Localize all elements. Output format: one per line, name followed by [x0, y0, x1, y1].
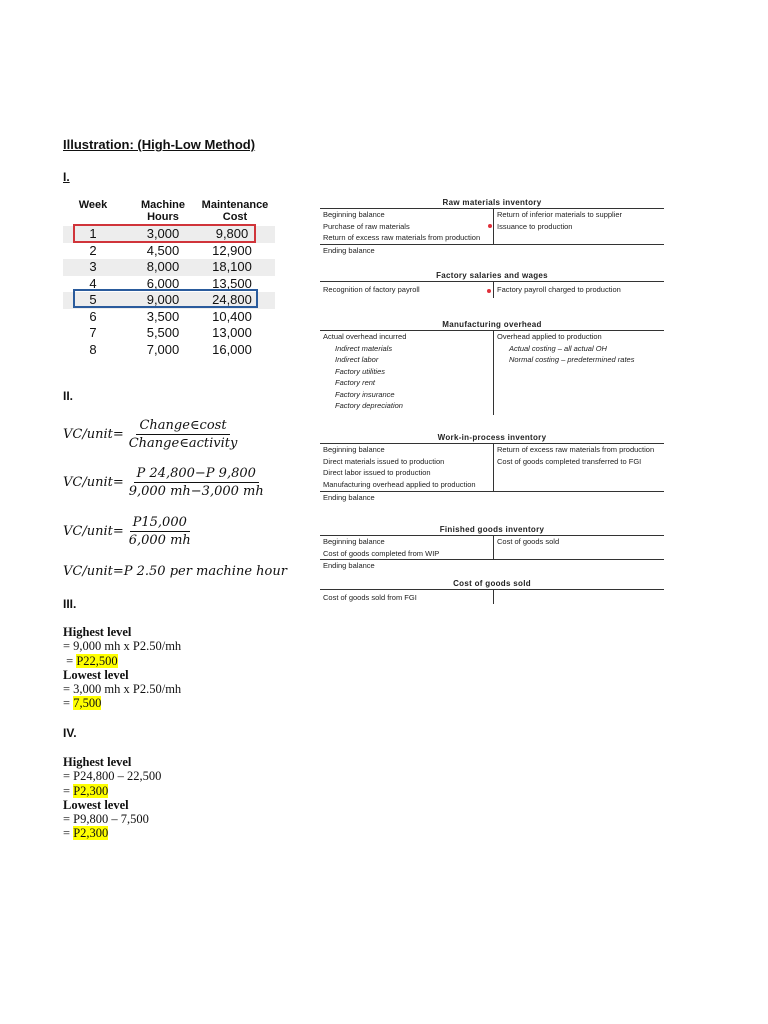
table-row	[63, 325, 275, 342]
account-title: Manufacturing overhead	[442, 320, 542, 329]
account-title: Work-in-process inventory	[437, 433, 547, 442]
cell-cost: 24,800	[212, 292, 252, 307]
cell-hours: 9,000	[146, 292, 180, 307]
cell-week: 8	[89, 341, 97, 357]
debit-entry: Cost of goods completed from WIP	[323, 548, 440, 558]
formula-1-numerator: Change∈cost	[136, 418, 229, 435]
part3-high-line: = 9,000 mh x P2.50/mh	[63, 639, 182, 654]
part4-high-result-line: = P2,300	[63, 783, 109, 798]
cell-cost: 10,400	[212, 308, 252, 324]
part3-low-result-line: = 7,500	[63, 696, 102, 711]
table-row	[63, 243, 275, 260]
part4-high-label: Highest level	[63, 755, 132, 769]
credit-entry: Normal costing – predetermined rates	[509, 355, 635, 364]
section-heading-4: IV.	[63, 726, 77, 740]
debit-entry: Purchase of raw materials	[323, 221, 410, 231]
credit-entry: Factory payroll charged to production	[497, 285, 621, 294]
section-heading-2: II.	[63, 389, 74, 403]
t-account-work-in-process	[320, 433, 664, 506]
account-title: Factory salaries and wages	[436, 271, 548, 280]
section-heading-3: III.	[63, 597, 77, 611]
credit-entry: Overhead applied to production	[497, 332, 602, 341]
part3-low-label: Lowest level	[63, 667, 129, 682]
formula-lhs: VC/unit=	[63, 427, 124, 442]
page-title: Illustration: (High-Low Method)	[63, 137, 256, 152]
cell-hours: 3,000	[146, 226, 180, 241]
part4-calculation	[63, 755, 161, 841]
part4-low-line: = P9,800 – 7,500	[63, 812, 149, 827]
part4-low-label: Lowest level	[63, 797, 129, 812]
debit-entry: Return of excess raw materials from production	[323, 233, 481, 242]
debit-entry: Direct materials issued to production	[323, 456, 445, 466]
bullet-marker	[487, 289, 491, 293]
cell-hours: 8,000	[146, 259, 180, 274]
highest-activity-box	[73, 289, 258, 308]
header-machine-line1: Machine	[140, 199, 185, 211]
cell-week: 2	[89, 242, 97, 258]
formula-1	[63, 418, 240, 451]
formula-4: VC/unit=P 2.50 per machine hour	[63, 564, 287, 579]
debit-entry: Ending balance	[323, 246, 375, 255]
table-header	[63, 197, 275, 226]
debit-entry: Factory depreciation	[335, 401, 403, 410]
formula-lhs: VC/unit=	[63, 475, 124, 490]
t-account-manufacturing-overhead	[320, 320, 664, 415]
debit-entry: Manufacturing overhead applied to production	[323, 479, 476, 489]
cell-hours: 4,500	[146, 242, 180, 258]
header-maintenance-line1: Maintenance	[201, 199, 269, 211]
formula-3-numerator: P15,000	[130, 515, 190, 532]
formula-3	[63, 515, 194, 548]
header-week: Week	[78, 199, 108, 211]
cell-cost: 18,100	[212, 259, 252, 274]
credit-entry: Return of inferior materials to supplier	[497, 210, 623, 219]
part3-high-result: P22,500	[76, 653, 118, 668]
cell-hours: 7,000	[146, 341, 180, 357]
header-maintenance-line2: Cost	[222, 211, 248, 223]
cell-week: 7	[89, 325, 97, 340]
credit-entry: Actual costing – all actual OH	[509, 343, 607, 353]
formula-2-denominator: 9,000 mh−3,000 mh	[128, 484, 264, 499]
debit-entry: Factory rent	[335, 378, 376, 387]
t-account-finished-goods	[320, 525, 664, 574]
debit-entry: Indirect materials	[335, 343, 393, 353]
part3-low-result: 7,500	[73, 696, 102, 711]
part3-high-result-line: = P22,500	[63, 653, 118, 668]
debit-entry: Ending balance	[323, 493, 375, 502]
cell-week: 1	[89, 226, 97, 241]
section-heading-1: I.	[63, 170, 70, 184]
part3-high-label: Highest level	[63, 625, 132, 639]
high-low-table	[63, 197, 275, 358]
cell-week: 4	[89, 275, 97, 291]
debit-entry: Cost of goods sold from FGI	[323, 593, 417, 602]
account-title: Cost of goods sold	[453, 579, 531, 588]
formula-1-denominator: Change∈activity	[128, 436, 238, 451]
cell-cost: 13,000	[212, 325, 252, 340]
formula-2-numerator: P 24,800−P 9,800	[134, 466, 259, 483]
cell-hours: 5,500	[146, 325, 180, 340]
credit-entry: Issuance to production	[497, 221, 573, 231]
lowest-activity-box	[73, 224, 256, 243]
credit-entry: Cost of goods completed transferred to FGI	[497, 456, 642, 466]
debit-entry: Factory utilities	[335, 366, 386, 376]
debit-entry: Beginning balance	[323, 445, 385, 454]
debit-entry: Beginning balance	[323, 537, 385, 546]
part3-calculation	[63, 625, 181, 711]
cell-hours: 6,000	[146, 275, 180, 291]
table-row	[63, 342, 275, 359]
cell-cost: 13,500	[212, 275, 252, 291]
table-row	[63, 309, 275, 326]
cell-week: 6	[89, 308, 97, 324]
cell-cost: 9,800	[215, 226, 249, 241]
cell-week: 3	[89, 259, 97, 274]
cell-cost: 12,900	[212, 242, 252, 258]
formula-3-denominator: 6,000 mh	[128, 533, 191, 548]
cell-cost: 16,000	[212, 341, 252, 357]
credit-entry: Return of excess raw materials from production	[497, 445, 655, 454]
t-account-salaries-wages	[320, 271, 664, 302]
debit-entry: Recognition of factory payroll	[323, 285, 420, 294]
debit-entry: Indirect labor	[335, 355, 379, 364]
formula-lhs: VC/unit=	[63, 524, 124, 539]
header-machine-line2: Hours	[147, 211, 179, 223]
cell-week: 5	[89, 292, 97, 307]
credit-entry: Cost of goods sold	[497, 537, 560, 546]
debit-entry: Ending balance	[323, 561, 375, 570]
part4-high-result: P2,300	[73, 783, 109, 798]
part4-low-result: P2,300	[73, 826, 109, 841]
part4-high-line: = P24,800 – 22,500	[63, 769, 162, 784]
debit-entry: Actual overhead incurred	[323, 332, 407, 341]
part4-low-result-line: = P2,300	[63, 826, 109, 841]
t-account-raw-materials	[320, 198, 664, 259]
debit-entry: Factory insurance	[335, 389, 395, 399]
account-title: Raw materials inventory	[442, 198, 542, 207]
table-row	[63, 259, 275, 276]
formula-2	[63, 466, 267, 499]
part3-low-line: = 3,000 mh x P2.50/mh	[63, 682, 182, 697]
t-account-cost-of-goods-sold	[320, 579, 664, 606]
debit-entry: Beginning balance	[323, 210, 385, 219]
cell-hours: 3,500	[146, 308, 180, 324]
account-title: Finished goods inventory	[439, 525, 545, 534]
bullet-marker	[488, 224, 492, 228]
debit-entry: Direct labor issued to production	[323, 468, 431, 477]
